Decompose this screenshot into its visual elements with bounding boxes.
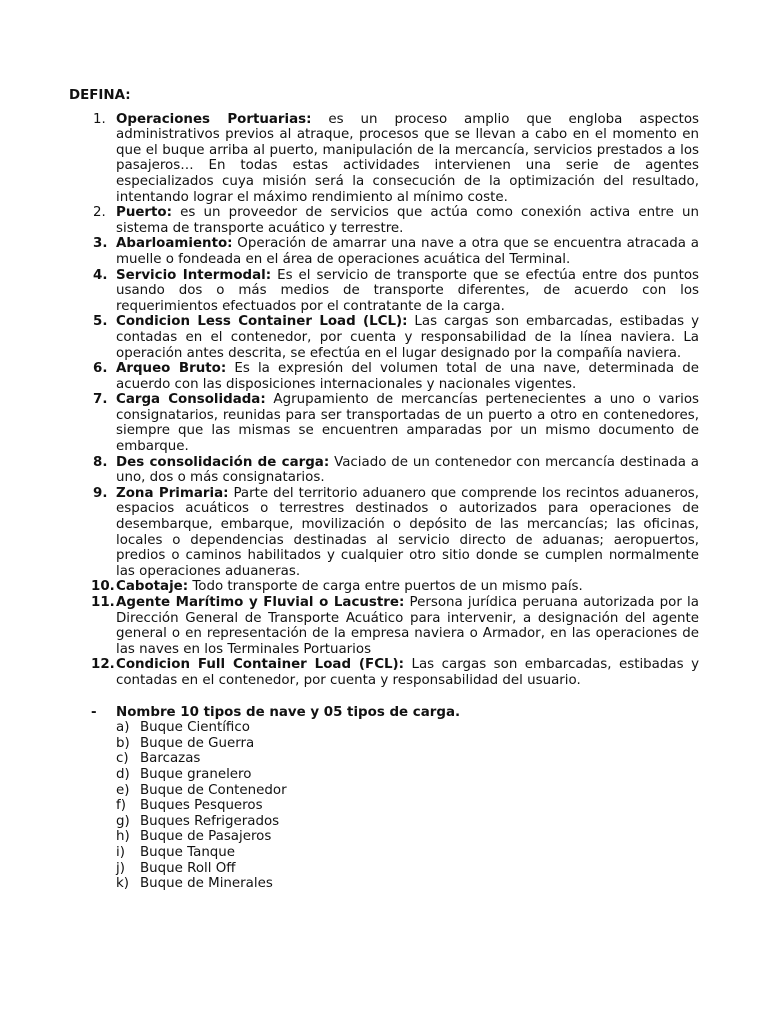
item-letter: b): [116, 735, 130, 751]
list-item: [116, 876, 699, 892]
definition-term: Des consolidación de carga:: [116, 454, 330, 470]
list-item: [116, 720, 699, 736]
definition-item: [69, 657, 699, 688]
item-letter: g): [116, 813, 130, 829]
item-letter: h): [116, 829, 130, 845]
item-number: 4.: [93, 267, 108, 283]
definition-term: Condicion Less Container Load (LCL):: [116, 314, 408, 330]
list-item: [116, 736, 699, 752]
definition-text: Las cargas son embarcadas, estibadas y contadas en el contenedor, por cuenta y responsabilidad del usuario.: [116, 657, 699, 688]
definition-term: Carga Consolidada:: [116, 392, 266, 408]
item-letter: i): [116, 844, 125, 860]
definition-text: Es la expresión del volumen total de una nave, determinada de acuerdo con las disposiciones internacionales y nacionales vigentes.: [116, 361, 699, 392]
definition-term: Abarloamiento:: [116, 236, 233, 252]
definition-term: Zona Primaria:: [116, 485, 229, 501]
list-item: [116, 751, 699, 767]
definition-text: Es el servicio de transporte que se efectúa entre dos puntos usando dos o más medios de transporte diferentes, de acuerdo con los requerimientos efectuados por el contratante de la carga.: [116, 267, 699, 314]
list-item: [116, 767, 699, 783]
item-number: 8.: [93, 454, 108, 470]
definition-item: [69, 486, 699, 580]
item-number: 11.: [91, 595, 115, 610]
item-text: Buque granelero: [140, 766, 252, 782]
definition-text: es un proceso amplio que engloba aspectos administrativos previos al atraque, procesos que se llevan a cabo en el momento en que el buque arriba al puerto, manipulación de la mercancía, servicios prestados a los pasajeros… En todas estas actividades intervienen una serie de agentes especializados cuya misión será la consecución de la optimización del resultado, intentando lograr el máximo rendimiento al mínimo coste.: [116, 111, 699, 205]
definition-term: Puerto:: [116, 205, 172, 221]
definition-term: Servicio Intermodal:: [116, 267, 272, 283]
definition-item: [69, 112, 699, 206]
item-text: Buque de Guerra: [140, 735, 255, 751]
list-item: [116, 829, 699, 845]
item-text: Buque Tanque: [140, 844, 236, 860]
definition-item: [69, 361, 699, 392]
item-letter: f): [116, 798, 126, 814]
section-dash: -: [91, 704, 97, 720]
item-number: 1.: [93, 111, 106, 127]
definition-item: [69, 579, 699, 595]
item-number: 6.: [93, 361, 108, 377]
item-text: Buque de Pasajeros: [140, 829, 272, 845]
definition-text: es un proveedor de servicios que actúa como conexión activa entre un sistema de transporte acuático y terrestre.: [116, 205, 699, 236]
item-text: Buques Refrigerados: [140, 813, 280, 829]
definition-term: Arqueo Bruto:: [116, 361, 227, 377]
item-number: 5.: [93, 314, 108, 330]
item-text: Buque Roll Off: [140, 860, 236, 876]
list-item: [116, 798, 699, 814]
definition-term: Condicion Full Container Load (FCL):: [116, 657, 405, 673]
item-text: Buque Científico: [140, 720, 250, 736]
list-item: [116, 814, 699, 830]
definition-text: Parte del territorio aduanero que comprende los recintos aduaneros, espacios acuáticos o terrestres destinados o autorizados para operaciones de desembarque, embarque, movilización o depósito de las mercancías; las oficinas, locales o dependencias destinadas al servicio directo de aduanas; aeropuertos, predios o caminos habilitados y cualquier otro sitio donde se cumplen normalmente las operaciones aduaneras.: [116, 485, 699, 579]
item-letter: d): [116, 766, 130, 782]
definition-item: [69, 268, 699, 315]
section-title: Nombre 10 tipos de nave y 05 tipos de carga.: [116, 704, 461, 720]
item-text: Buque de Minerales: [140, 876, 273, 892]
item-number: 3.: [93, 236, 108, 252]
definition-term: Cabotaje:: [116, 579, 189, 595]
definition-text: Agrupamiento de mercancías pertenecientes a uno o varios consignatarios, reunidas para ser transportadas de un puerto a otro en contenedores, siempre que las mismas se encuentren amparadas por un mismo documento de embarque.: [116, 392, 700, 455]
item-letter: a): [116, 720, 130, 736]
definition-item: [69, 236, 699, 267]
list-item: [116, 845, 699, 861]
definition-item: [69, 205, 699, 236]
definition-item: [69, 595, 699, 657]
item-letter: k): [116, 876, 129, 892]
item-number: 7.: [93, 392, 108, 408]
item-number: 9.: [93, 485, 108, 501]
page-heading: DEFINA:: [69, 88, 131, 103]
item-text: Barcazas: [140, 751, 201, 767]
item-letter: e): [116, 782, 130, 798]
item-letter: j): [116, 860, 125, 876]
definition-item: [69, 392, 699, 454]
item-text: Buques Pesqueros: [140, 798, 263, 814]
definition-text: Vaciado de un contenedor con mercancía destinada a uno, dos o más consignatarios.: [116, 454, 699, 486]
list-item: [116, 861, 699, 877]
definition-term: Operaciones Portuarias:: [116, 111, 312, 127]
item-number: 12.: [91, 657, 115, 673]
item-number: 2.: [93, 205, 106, 221]
definition-item: [69, 455, 699, 486]
item-number: 10.: [91, 579, 115, 595]
definition-term: Agente Marítimo y Fluvial o Lacustre:: [116, 595, 405, 610]
definition-item: [69, 314, 699, 361]
list-item: [116, 783, 699, 799]
definition-text: Todo transporte de carga entre puertos de un mismo país.: [188, 579, 583, 595]
item-letter: c): [116, 751, 129, 767]
definitions-list: [69, 112, 699, 689]
definition-text: Persona jurídica peruana autorizada por la Dirección General de Transporte Acuático para intervenir, a designación del agente general o en representación de la empresa naviera o Armador, en las operaciones de las naves en los Terminales Portuarios: [116, 595, 699, 657]
ship-types-list: [116, 720, 699, 892]
definition-text: Las cargas son embarcadas, estibadas y contadas en el contenedor, por cuenta y responsabilidad de la línea naviera. La operación antes descrita, se efectúa en el lugar designado por la compañía naviera.: [116, 314, 700, 361]
ship-types-section: [69, 705, 699, 892]
item-text: Buque de Contenedor: [140, 782, 287, 798]
definition-text: Operación de amarrar una nave a otra que se encuentra atracada a muelle o fondeada en el área de operaciones acuática del Terminal.: [116, 236, 699, 267]
